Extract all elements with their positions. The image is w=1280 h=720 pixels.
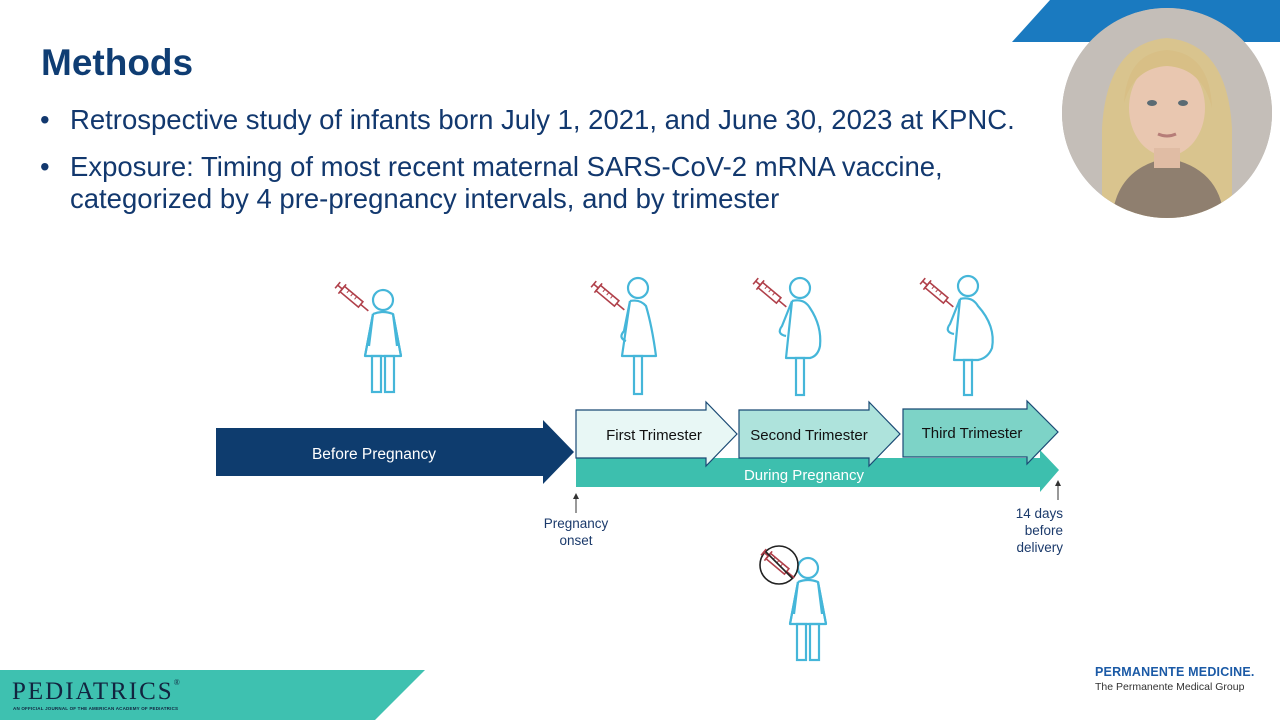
syringe-icon <box>919 277 957 312</box>
permanente-medicine-logo: PERMANENTE MEDICINE. <box>1095 665 1255 679</box>
permanente-medical-group-text: The Permanente Medical Group <box>1095 681 1245 693</box>
syringe-icon <box>752 277 790 312</box>
pregnancy-onset-label-line1: Pregnancy <box>543 516 609 531</box>
delivery-label-line3: delivery <box>1016 540 1063 555</box>
person-outline-icon <box>621 278 656 394</box>
pediatrics-logo <box>12 678 182 706</box>
first-trimester-label: First Trimester <box>606 427 702 444</box>
delivery-marker <box>1055 480 1061 500</box>
bullet-text: Retrospective study of infants born July 1, 2021, and June 30, 2023 at KPNC. <box>70 104 1015 135</box>
second-trimester-label: Second Trimester <box>750 427 868 444</box>
syringe-icon <box>590 280 628 315</box>
person-outline-icon <box>780 278 821 395</box>
pediatrics-tagline: AN OFFICIAL JOURNAL OF THE AMERICAN ACADEMY OF PEDIATRICS <box>13 706 179 711</box>
pregnancy-onset-label-line2: onset <box>559 533 593 548</box>
third-trimester-label: Third Trimester <box>921 425 1023 442</box>
pediatrics-registered-mark: ® <box>173 678 182 687</box>
person-outline-icon <box>365 290 401 392</box>
pregnancy-onset-marker <box>573 493 579 513</box>
during-pregnancy-label: During Pregnancy <box>743 467 865 484</box>
bullet-marker: • <box>40 151 50 182</box>
slide-title: Methods <box>41 42 194 83</box>
pediatrics-logo-text: PEDIATRICS <box>12 678 174 705</box>
delivery-label-line1: 14 days <box>1015 506 1063 521</box>
bullet-marker: • <box>40 104 50 135</box>
no-vaccine-icon <box>760 546 798 584</box>
person-outline-icon <box>948 276 993 395</box>
bullet-text: Exposure: Timing of most recent maternal SARS-CoV-2 mRNA vaccine, categorized by 4 pre-pregnancy intervals, and by trimester <box>70 151 943 214</box>
syringe-icon <box>334 281 372 316</box>
before-pregnancy-label: Before Pregnancy <box>311 446 437 463</box>
delivery-label-line2: before <box>1024 523 1063 538</box>
